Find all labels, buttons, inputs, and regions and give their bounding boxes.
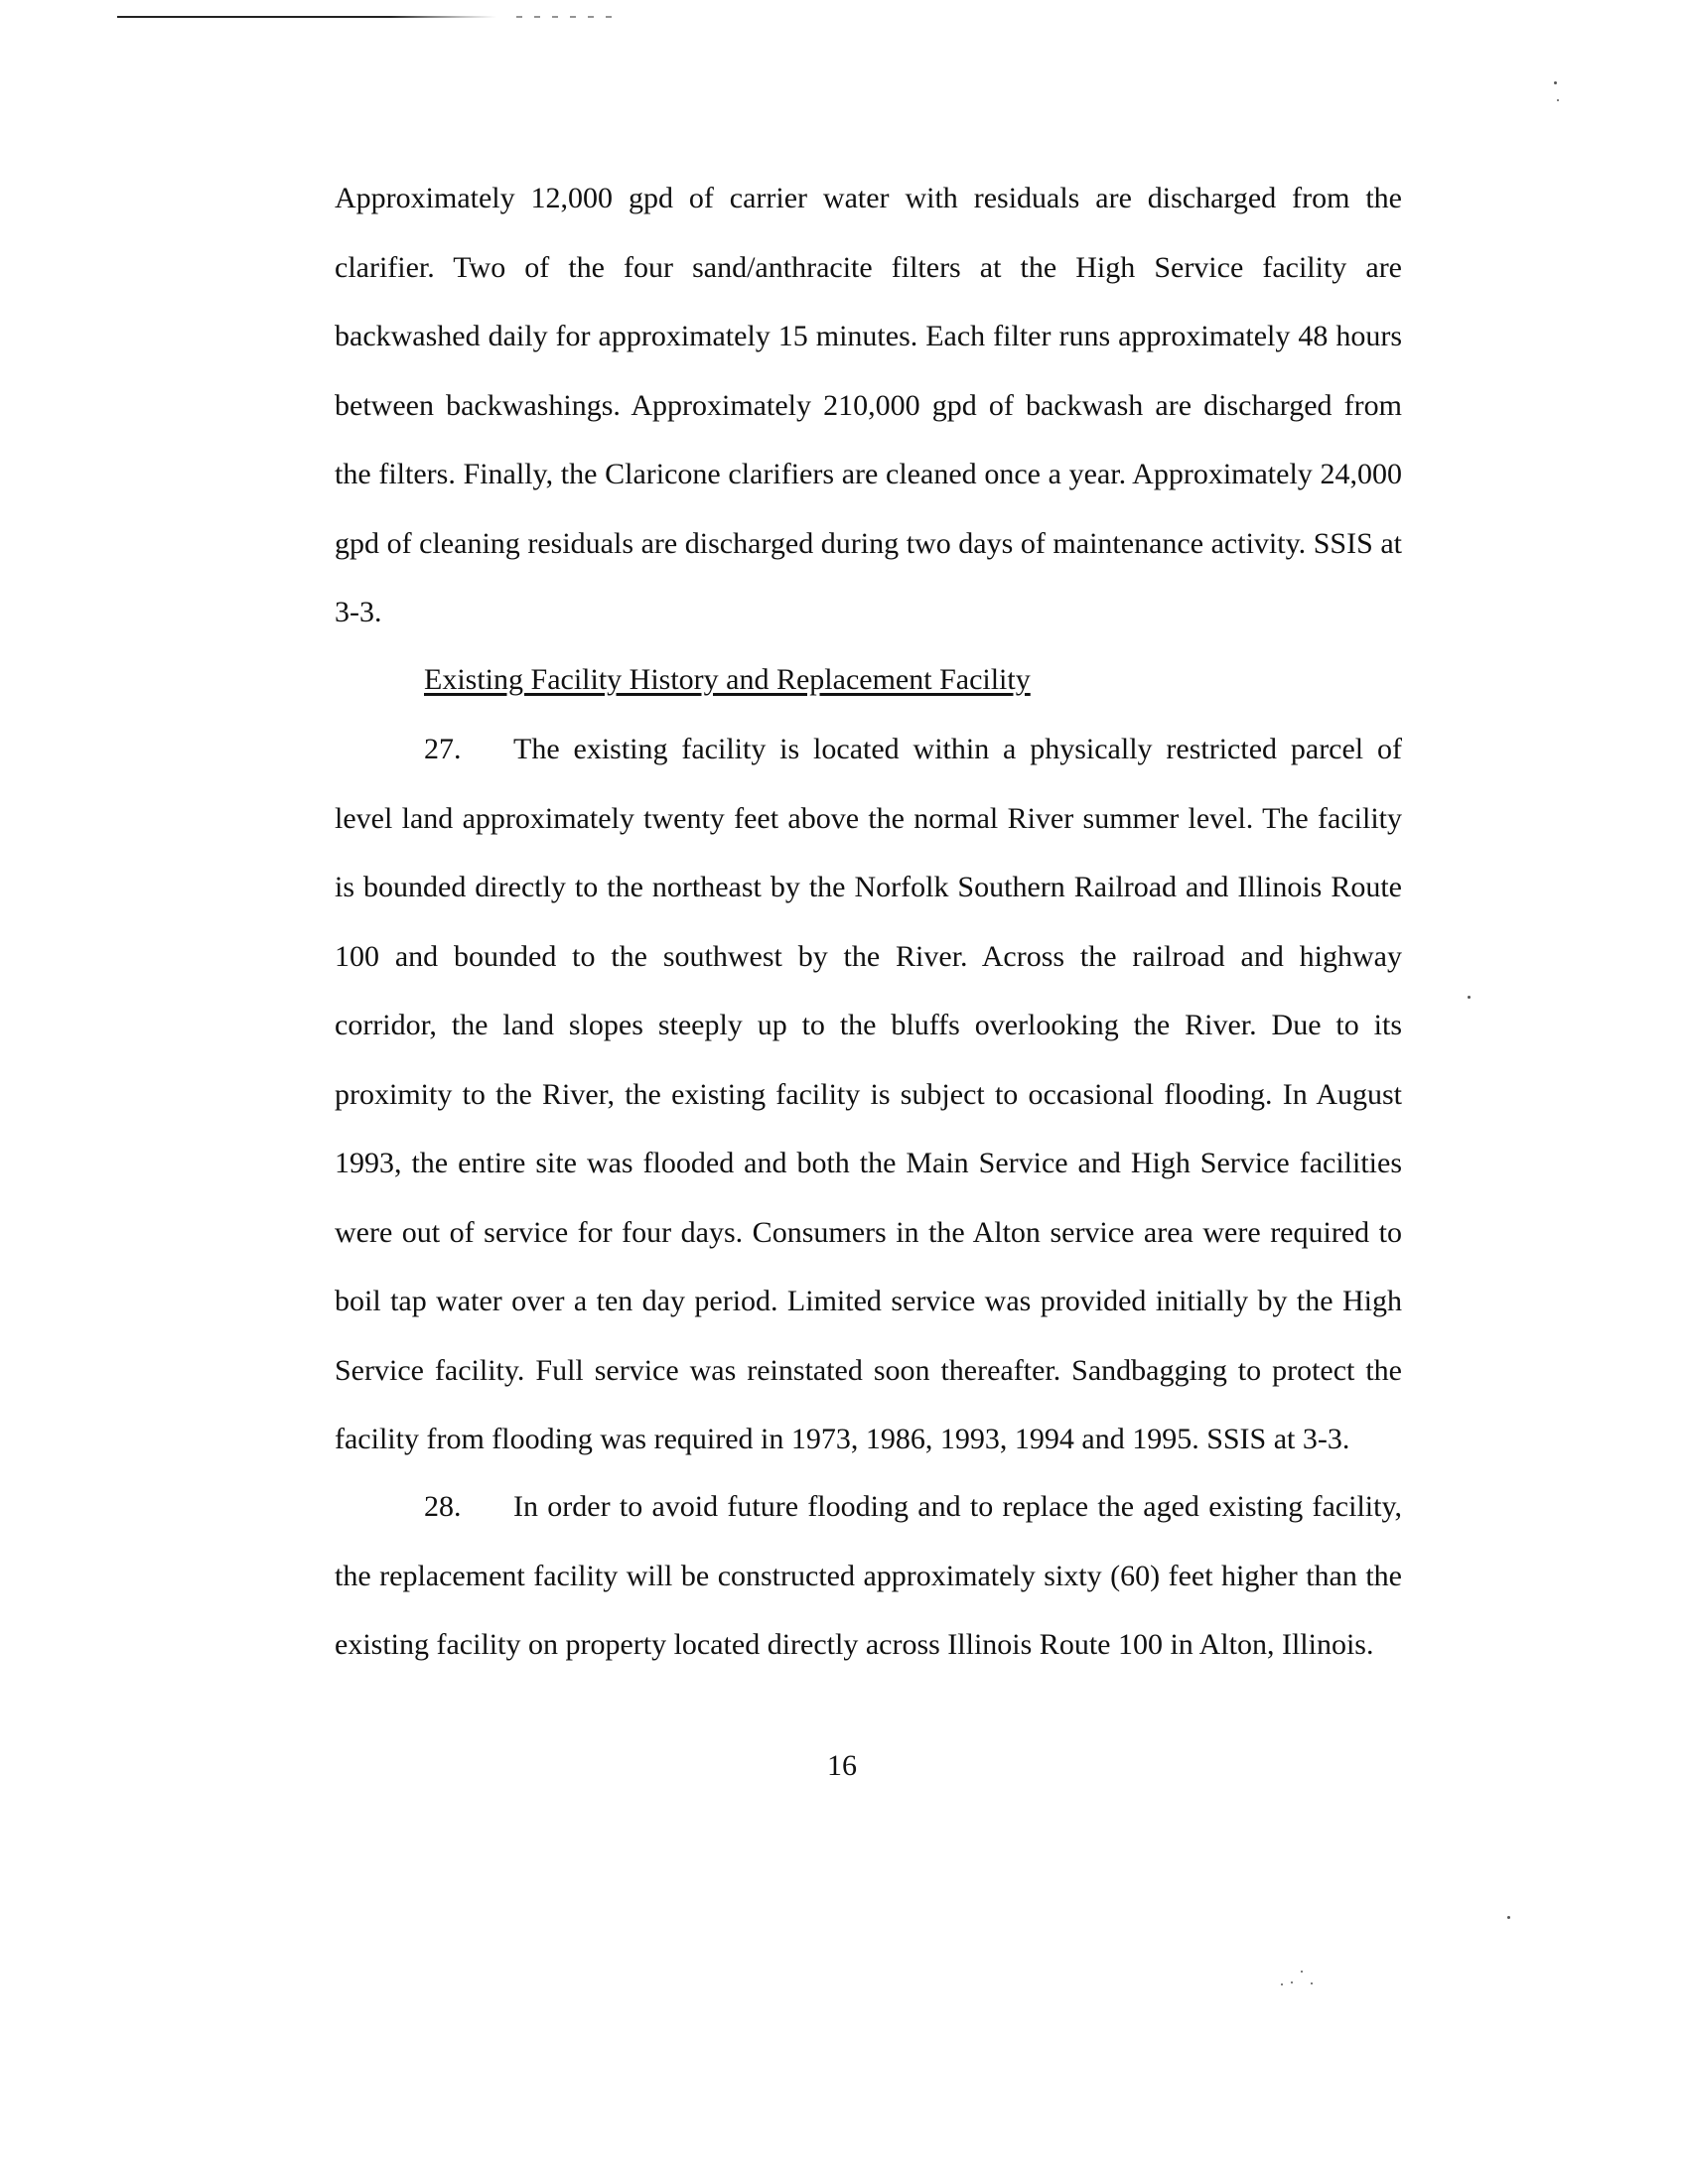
page-number: 16: [827, 1749, 857, 1782]
scan-speck: [1301, 1971, 1303, 1973]
paragraph-27: [335, 715, 1402, 1474]
paragraph-number: 28.: [424, 1490, 462, 1523]
paragraph-28: [335, 1472, 1402, 1680]
scan-speck: [1281, 1983, 1283, 1985]
section-heading: Existing Facility History and Replacement Facility: [424, 663, 1031, 696]
paragraph-text: In order to avoid future flooding and to replace the aged existing facility, the replacement facility will be constructed approximately sixty (60) feet higher than the existing facility on property located directly across Illinois Route 100 in Alton, Illinois.: [335, 1490, 1402, 1661]
top-rule-tail: [516, 16, 616, 18]
scan-speck: [1507, 1916, 1510, 1919]
scan-speck: [1311, 1982, 1313, 1984]
scan-speck: [1554, 81, 1557, 84]
paragraph-text: The existing facility is located within a physically restricted parcel of level land approximately twenty feet above the normal River summer level. The facility is bounded directly to the northeast by the Norfolk Southern Railroad and Illinois Route 100 and bounded to the southwest by the River. Across the railroad and highway corridor, the land slopes steeply up to the bluffs overlooking the River. Due to its proximity to the River, the existing facility is subject to occasional flooding. In August 1993, the entire site was flooded and both the Main Service and High Service facilities were out of service for four days. Consumers in the Alton service area were required to boil tap water over a ten day period. Limited service was provided initially by the High Service facility. Full service was reinstated soon thereafter. Sandbagging to protect the facility from flooding was required in 1973, 1986, 1993, 1994 and 1995. SSIS at 3-3.: [335, 733, 1402, 1455]
scan-speck: [1291, 1981, 1293, 1983]
top-rule: [117, 16, 496, 18]
scan-speck: [1557, 99, 1559, 101]
paragraph-number: 27.: [424, 733, 462, 765]
scan-speck: [1468, 996, 1471, 999]
opening-paragraph: Approximately 12,000 gpd of carrier water with residuals are discharged from the clarifier. Two of the four sand/anthracite filters at the High Service facility are backwashed daily for approximately 15 minutes. Each filter runs approximately 48 hours between backwashings. Approximately 210,000 gpd of backwash are discharged from the filters. Finally, the Claricone clarifiers are cleaned once a year. Approximately 24,000 gpd of cleaning residuals are discharged during two days of maintenance activity. SSIS at 3-3.: [335, 182, 1402, 628]
